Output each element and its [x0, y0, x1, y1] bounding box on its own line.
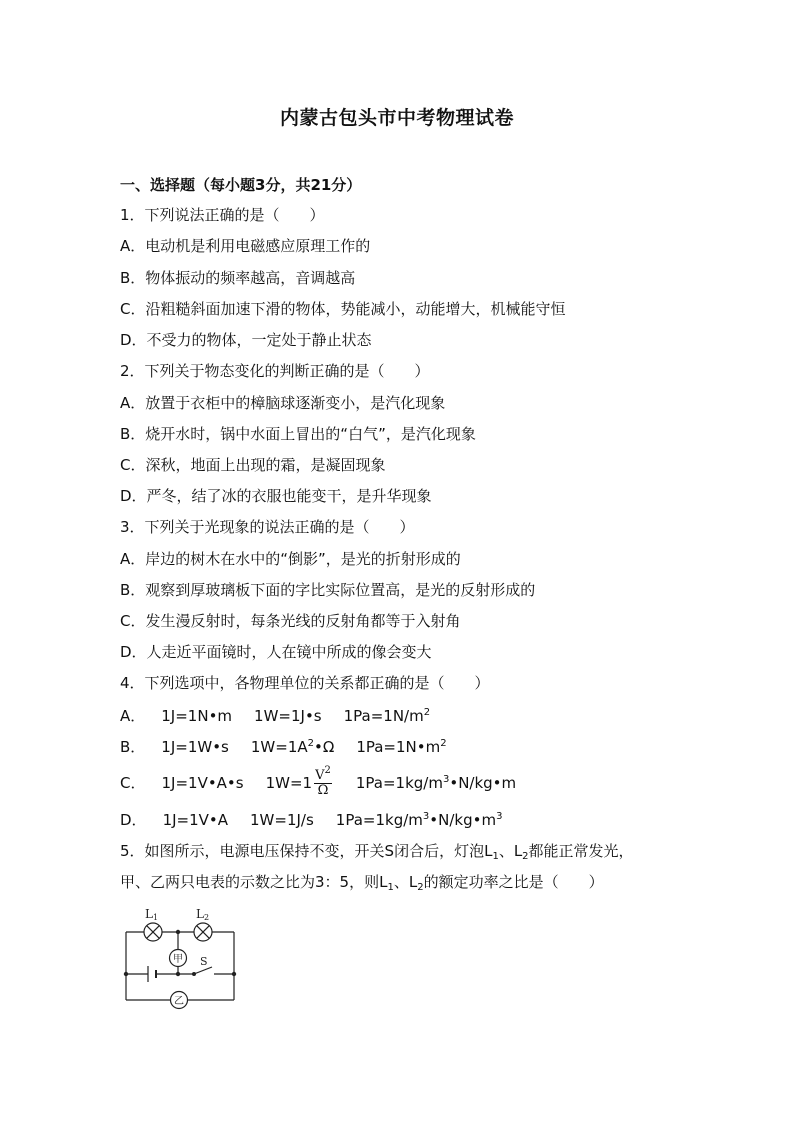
q1-option-c: C．沿粗糙斜面加速下滑的物体，势能减小，动能增大，机械能守恒	[120, 300, 566, 318]
q3-option-b: B．观察到厚玻璃板下面的字比实际位置高，是光的反射形成的	[120, 581, 536, 599]
superscript: 3	[496, 811, 503, 822]
option-label: C．	[120, 774, 146, 792]
q5-stem-line2: 甲、乙两只电表的示数之比为3：5，则$L_1$、$L_2$的额定功率之比是（ ）	[120, 873, 604, 893]
option-label: A．	[120, 707, 146, 725]
unit-relation: 1J=1W•s	[161, 738, 229, 756]
page-title: 内蒙古包头市中考物理试卷	[279, 107, 514, 129]
q3-option-c: C．发生漫反射时，每条光线的反射角都等于入射角	[120, 612, 461, 630]
lamp-l2-label: L2	[196, 907, 210, 922]
q2-stem: 2．下列关于物态变化的判断正确的是（ ）	[120, 362, 430, 380]
unit-relation: 1W=1J•s	[254, 707, 322, 725]
junction-dot	[176, 930, 180, 934]
q3-stem: 3．下列关于光现象的说法正确的是（ ）	[120, 518, 415, 536]
unit-relation: 1J=1V•A	[162, 811, 229, 829]
junction-dot	[176, 972, 180, 976]
q1-stem: 1．下列说法正确的是（ ）	[120, 206, 325, 224]
q4-option-d	[120, 810, 502, 830]
option-label: B．	[120, 738, 146, 756]
superscript: 2	[440, 738, 447, 749]
unit-relation: 1Pa=1N/m	[343, 707, 424, 725]
unit-relation: •N/kg•m	[449, 774, 517, 792]
unit-relation: 1Pa=1kg/m	[335, 811, 423, 829]
junction-dot	[124, 972, 128, 976]
option-label: D．	[120, 811, 147, 829]
q2-option-d: D．严冬，结了冰的衣服也能变干，是升华现象	[120, 487, 432, 505]
unit-relation: 1W=1J/s	[250, 811, 314, 829]
superscript: 3	[422, 811, 430, 822]
switch-blade	[194, 967, 212, 974]
unit-relation: 1Pa=1N•m	[356, 738, 441, 756]
q4-option-c	[120, 765, 517, 798]
unit-relation: 1J=1N•m	[161, 707, 233, 725]
meter-yi-label: 乙	[174, 996, 184, 1007]
q2-option-c: C．深秋，地面上出现的霜，是凝固现象	[120, 456, 386, 474]
q5-stem-line1: 5．如图所示，电源电压保持不变，开关S闭合后，灯泡$L_1$、$L_2$都能正常发光，	[120, 842, 634, 862]
q2-option-b: B．烧开水时，锅中水面上冒出的“白气”，是汽化现象	[120, 425, 476, 443]
meter-jia-label: 甲	[173, 954, 183, 965]
circuit-diagram	[118, 900, 248, 1012]
unit-relation: 1W=1A	[250, 738, 308, 756]
section-heading: 一、选择题（每小题3分，共21分）	[120, 176, 362, 194]
q4-stem: 4．下列选项中，各物理单位的关系都正确的是（ ）	[120, 674, 490, 692]
lamp-l1-label: L1	[145, 907, 159, 922]
q3-option-a: A．岸边的树木在水中的“倒影”，是光的折射形成的	[120, 550, 461, 568]
q3-option-d: D．人走近平面镜时，人在镜中所成的像会变大	[120, 643, 432, 661]
fraction: $\frac{V^2}{\Omega}$	[315, 765, 331, 798]
unit-relation: 1Pa=1kg/m	[355, 774, 443, 792]
unit-relation: •Ω	[314, 738, 335, 756]
q4-option-a	[120, 706, 430, 726]
q2-option-a: A．放置于衣柜中的樟脑球逐渐变小，是汽化现象	[120, 394, 446, 412]
unit-relation: 1W=1	[265, 774, 313, 792]
switch-label: S	[200, 955, 208, 968]
superscript: 3	[442, 774, 450, 785]
q1-option-a: A．电动机是利用电磁感应原理工作的	[120, 237, 371, 255]
q4-option-b	[120, 737, 447, 757]
unit-relation: •N/kg•m	[429, 811, 497, 829]
unit-relation: 1J=1V•A•s	[161, 774, 244, 792]
superscript: 2	[423, 707, 431, 718]
superscript: 2	[307, 738, 314, 749]
switch-pivot	[192, 972, 196, 976]
junction-dot	[232, 972, 236, 976]
q1-option-d: D．不受力的物体，一定处于静止状态	[120, 331, 372, 349]
q1-option-b: B．物体振动的频率越高，音调越高	[120, 269, 356, 287]
